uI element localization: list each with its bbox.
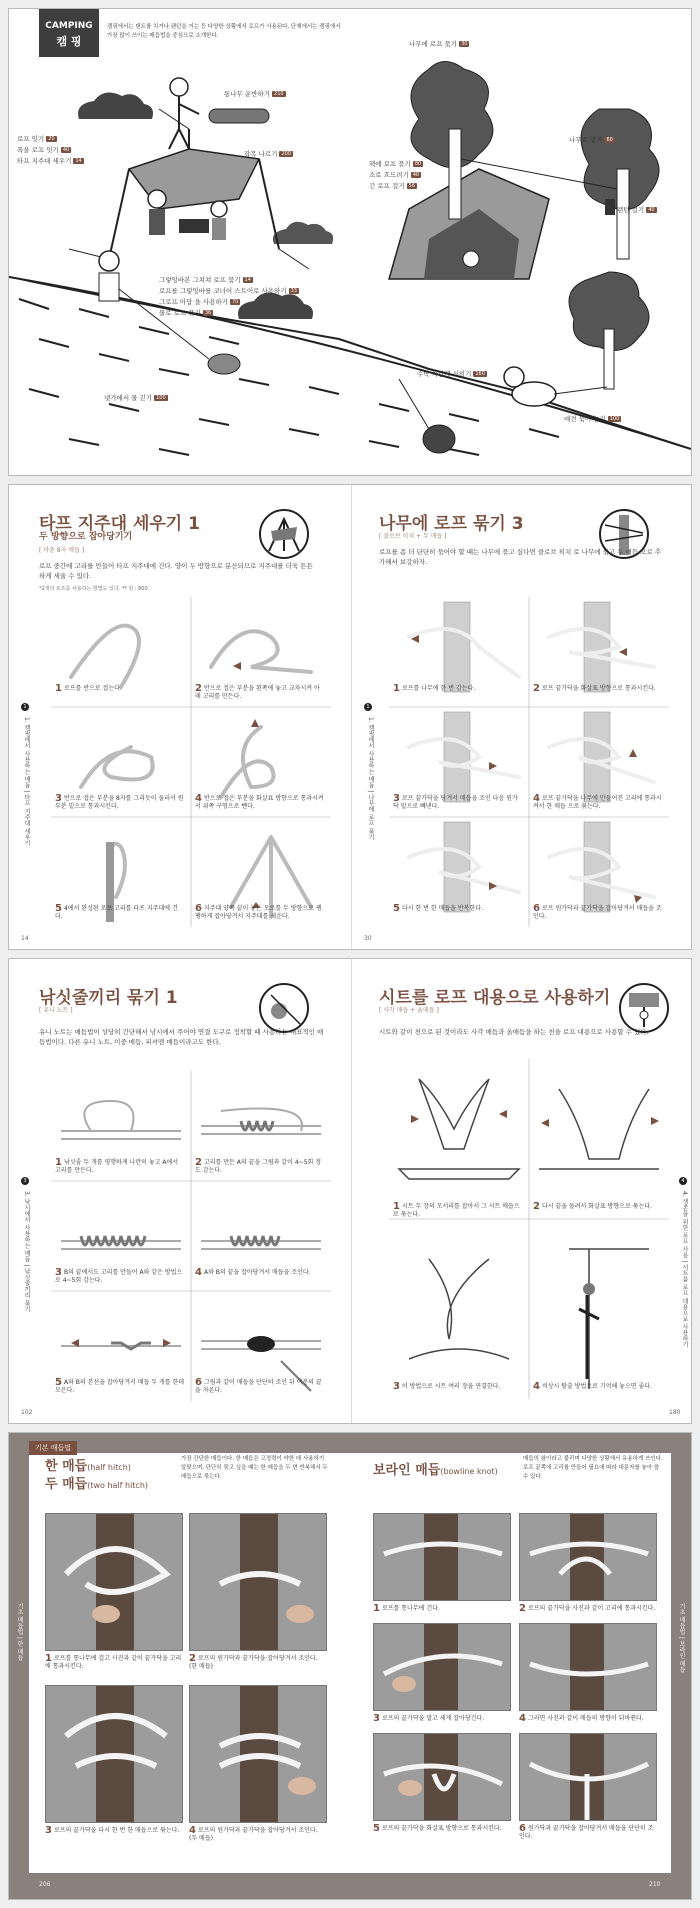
tarp-step-1: 1 로프를 반으로 접는다. [55, 683, 122, 694]
tarp-note: *2개의 로프를 사용하는 방법도 있다. ** 원 : 800. [39, 586, 150, 592]
tarp-tree-spread [8, 484, 692, 950]
tree-step-1: 1 로프를 나무에 한 번 감는다. [393, 683, 476, 694]
half-hitch-side-text: 기초 매듭법 | 한 매듭 [16, 1603, 23, 1661]
fishing-circle-illustration [259, 983, 309, 1033]
tarp-step-5: 5 4에서 완성된 로프 고리를 타프 지주대에 건다. [55, 903, 178, 920]
tree-side-text: 1. 캠핑에서 사용하는 매듭 | 나무에 로프 묶기 [367, 717, 374, 841]
tarp-step-4: 4 반으로 접은 부분을 화살표 방향으로 통과시켜서 위쪽 구멍으로 뺀다. [195, 793, 324, 810]
bowline-photo-2 [519, 1513, 657, 1601]
bowline-title-en: (bowline knot) [440, 1467, 498, 1476]
half-hitch-photo-1 [45, 1513, 183, 1651]
tarp-step-illustrations [51, 597, 331, 927]
tree-step-5: 5 다시 한 번 한 매듭을 반복한다. [393, 903, 483, 914]
fishing-step-3: 3 B의 끝에서도 고리를 만들어 A와 같은 방법으로 4~5회 감는다. [55, 1267, 183, 1284]
label-tarp-pole: 타프 지주대 세우기 14 [17, 157, 82, 165]
two-half-hitch-title-ko: 두 매듭 [45, 1477, 88, 1492]
bowline-page-number: 210 [649, 1881, 661, 1888]
half-hitch-photo-2 [189, 1513, 327, 1651]
tarp-step-6: 6 지주대 양쪽 끝이 놓은 모로를 두 방향으로 팽팽하게 잡아당겨서 지주대를 세운다. [195, 903, 322, 920]
half-hitch-page-number: 206 [39, 1881, 51, 1888]
half-hitch-step-2: 2 로프의 원가닥과 끝가닥을 잡아당겨서 조인다. (한 매듭) [189, 1653, 318, 1670]
tree-knot-name: [ 클로브 히치 + 두 매듭 ] [379, 533, 447, 540]
label-watermelon: 수박 차갑게 식히기 160 [417, 370, 485, 378]
fishing-title: 낚싯줄끼리 묶기 1 [39, 988, 178, 1008]
bowline-paragraph: 매듭의 왕이라고 불리며 다양한 상황에서 유용하게 쓰인다. 로프 끝쪽에 고리를 만들어 필요에 따라 대문자를 놓아 쓸 수 있다. [523, 1456, 663, 1480]
label-rope-adjuster: 그로프 아답 을 사용하기 70 [159, 298, 239, 306]
half-hitch-step-1: 1 로프를 통나무에 걸고 사진과 같이 끝가닥을 고리에 통과시킨다. [45, 1653, 182, 1670]
half-hitch-photo-4 [189, 1685, 327, 1823]
bowline-photo-4 [519, 1623, 657, 1711]
label-long-rope: 긴 로프 걸기 56 [369, 182, 415, 190]
half-hitch-photo-3 [45, 1685, 183, 1823]
bowline-title-ko: 보라인 매듭 [373, 1463, 441, 1478]
label-stake-tie: 물로 로프 묶기 36 [159, 309, 212, 317]
sheet-page-number: 180 [669, 1409, 681, 1416]
tree-step-6: 6 로프 원가닥과 끝가닥을 잡아당겨서 매듭을 조인다. [533, 903, 662, 920]
bowline-title [373, 1459, 498, 1478]
fishing-knot-name: [ 유니 노트 ] [39, 1007, 73, 1014]
bowline-photo-5 [373, 1733, 511, 1821]
fishing-page-number: 102 [21, 1409, 33, 1416]
label-wide-rope-join: 폭을 로프 잇기 40 [17, 146, 70, 154]
tarp-side-text: 1. 캠핑에서 사용하는 매듭 | 타프 지주대 세우기 [23, 717, 30, 847]
badge-en: CAMPING [45, 21, 93, 31]
tarp-step-2: 2 반으로 접은 부분을 왼쪽에 놓고 교차시켜 아래 고리를 만든다. [195, 683, 320, 700]
bowline-step-5: 5 로프의 끝가닥을 화살표 방향으로 통과시킨다. [373, 1823, 502, 1834]
label-tree-rope: 나무에 로프 묶기 30 [409, 40, 468, 48]
basic-knots-spread [8, 1432, 692, 1900]
fishing-step-6: 6 그림과 같이 매듭을 단단히 조인 뒤 여분의 끝을 자른다. [195, 1377, 322, 1394]
tree-step-3: 3 로프 끝가닥을 당겨서 매듭을 조인 다음 원가닥 밑으로 빼낸다. [393, 793, 518, 810]
tarp-step-3: 3 반으로 접은 부분을 8자를 그리듯이 둘러서 원 부분 밑으로 통과시킨다. [55, 793, 184, 810]
camping-intro: 캠핑에서는 텐트를 치거나 랜턴을 거는 등 다양한 상황에서 로프가 사용된다. 단체에서는 캠핑에서 가장 많이 쓰이는 매듭법을 중심으로 소개한다. [107, 24, 341, 39]
tree-step-2: 2 로프 끝가닥을 화살표 방향으로 통과시킨다. [533, 683, 656, 694]
label-lantern: 랜턴 걸기 40 [617, 206, 655, 214]
tree-step-4: 4 로프 끝가닥을 나무에 만들어진 고리에 통과시켜서 한 매듭 으로 묶는다. [533, 793, 662, 810]
bowline-photo-6 [519, 1733, 657, 1821]
fishing-step-5: 5 A와 B의 본선을 잡아당겨서 매듭 두 개를 한데 모은다. [55, 1377, 185, 1394]
sheet-knot-name: [ 사각 매듭 + 옭매듭 ] [379, 1007, 439, 1014]
label-grommet-stopper: 로프를 그렇잉바를 코너어 스트어로 사용하기 33 [159, 287, 297, 295]
bowline-photo-1 [373, 1513, 511, 1601]
half-hitch-title-ko: 한 매듭 [45, 1459, 88, 1474]
chapter-dot-right: 1 [364, 703, 372, 711]
sheet-paragraph: 시트와 같이 천으로 된 것이라도 사각 매듭과 옭매듭을 하는 천을 로프 대용으로 사용할 수 있다. [379, 1028, 649, 1036]
half-hitch-step-4: 4 로프의 원가닥과 끝가닥을 잡아당겨서 조인다. (두 매듭) [189, 1825, 318, 1842]
sheet-step-1: 1 시트 두 장의 모서리를 잡아서 그 시트 매듭으로 묶는다. [393, 1201, 520, 1218]
label-tree-tie: 나무로 묶기 60 [569, 136, 613, 144]
half-hitch-paragraph: 가장 간단한 매듭이다. 한 매듭은 고정력이 약한 데 사용하기 알맞으며, 단단히 묶고 싶을 때는 한 매듭을 두 번 반복해서 두 매듭으로 묶는다. [181, 1456, 328, 1480]
fishing-sheet-spread [8, 958, 692, 1424]
fishing-step-2: 2 고리를 만든 A의 끝을 그림과 같이 4~5회 정도 감는다. [195, 1157, 322, 1174]
tarp-paragraph: 로프 중간에 고리를 만들어 타프 지주대에 건다. 양이 두 방향으로 분산되므로 지주대를 더욱 튼튼하게 세울 수 있다. [39, 562, 313, 580]
tarp-subtitle: 두 방향으로 잡아당기기 [39, 532, 133, 542]
sheet-step-4: 4 비상시 탈출 방법으로 기억해 놓으면 좋다. [533, 1381, 652, 1392]
camping-scene-illustration [9, 9, 691, 475]
label-dog-tie: 애견 묶어 놓기 100 [564, 415, 620, 423]
half-hitch-step-3: 3 로프의 끝가닥을 다시 한 번 한 매듭으로 묶는다. [45, 1825, 180, 1836]
tarp-circle-illustration [259, 509, 309, 559]
two-half-hitch-title [45, 1473, 148, 1492]
fishing-step-1: 1 낚싯줄 두 개를 평행하게 나란히 놓고 A에서 고리를 만든다. [55, 1157, 179, 1174]
label-grommet-tie: 그렇잉바본 그쳐쳐 로프 묶기 14 [159, 276, 251, 284]
fishing-paragraph: 유니 노트는 매듭법이 상당히 간단해서 낚시에서 주어야 연결 도구로 정착할 때 사용하는 대표적인 매듭법이다. 다른 유니 노트, 이중 매듭, 피셔맨 매듭이라고도 한다. [39, 1028, 324, 1046]
half-hitch-title [45, 1455, 131, 1474]
bowline-step-2: 2 로프의 끝가닥을 사진과 같이 고리에 통과시킨다. [519, 1603, 656, 1614]
chapter-dot: 3 [21, 1177, 29, 1185]
spread-divider [351, 485, 352, 949]
tree-paragraph: 로프를 좀 더 단단히 묶어야 할 때는 나무에 묶고 싶다면 클로브 히치 로 나무에 묶고 두 매듭 으로 추가해서 보강하자. [379, 548, 662, 566]
bowline-step-1: 1 로프를 통나무에 건다. [373, 1603, 440, 1614]
half-hitch-title-en: (half hitch) [87, 1463, 131, 1472]
label-peg-rope: 팩에 로프 묶기 80 [369, 160, 422, 168]
tarp-title: 타프 지주대 세우기 1 [39, 514, 200, 534]
sheet-step-3: 3 이 방법으로 시트 여러 장을 연결한다. [393, 1381, 501, 1392]
tarp-knot-name: [ 마중 8자 매듭 ] [39, 547, 85, 554]
camping-overview-spread [8, 8, 692, 476]
fishing-step-4: 4 A와 B의 끝을 잡아당겨서 매듭을 조인다. [195, 1267, 311, 1278]
label-hang-small: 소로 흐드려기 40 [369, 171, 420, 179]
sheet-circle-illustration [619, 983, 669, 1033]
spread-divider [351, 959, 352, 1423]
chapter-dot: 1 [21, 703, 29, 711]
bowline-step-4: 4 그러면 사진과 같이 매듭의 방향이 뒤바뀐다. [519, 1713, 644, 1724]
sheet-title: 시트를 로프 대용으로 사용하기 [379, 988, 611, 1008]
corner-tag: 기본 매듭법 [29, 1441, 77, 1455]
sheet-step-2: 2 다시 끝을 돌려서 화살표 방향으로 묶는다. [533, 1201, 652, 1212]
tree-step-illustrations [389, 597, 669, 927]
label-log-carry: 통나무 운반하기 210 [224, 90, 284, 98]
chapter-dot-right: 4 [679, 1177, 687, 1185]
label-rope-join: 로프 잇기 20 [17, 135, 55, 143]
tree-page-number: 30 [364, 935, 372, 942]
label-fetch-water: 냇가에서 물 긷기 100 [104, 394, 166, 402]
bowline-step-3: 3 로프의 끝가닥을 말고 세게 잡아당긴다. [373, 1713, 485, 1724]
bowline-step-6: 6 원가닥과 끝가닥을 잡아당겨서 매듭을 단단히 조인다. [519, 1823, 654, 1840]
fishing-step-illustrations [51, 1071, 331, 1401]
two-half-hitch-title-en: (two half hitch) [87, 1481, 149, 1490]
badge-ko: 캠 핑 [56, 35, 82, 48]
tarp-page-number: 14 [21, 935, 29, 942]
sheet-step-illustrations [389, 1059, 669, 1399]
sheet-side-text: 4. 생존을 위한 로프 사용 | 시트를 로프 대용으로 사용하기 [681, 1191, 688, 1348]
fishing-side-text: 3. 낚시에서 사용하는 매듭 | 낚싯줄끼리 묶기 [23, 1191, 30, 1313]
label-brush-carry: 잡목 나르기 200 [244, 150, 292, 158]
bowline-side-text: 기초 매듭법 | 보라인 매듭 [678, 1603, 685, 1673]
bowline-photo-3 [373, 1623, 511, 1711]
tree-title: 나무에 로프 묶기 3 [379, 514, 524, 534]
